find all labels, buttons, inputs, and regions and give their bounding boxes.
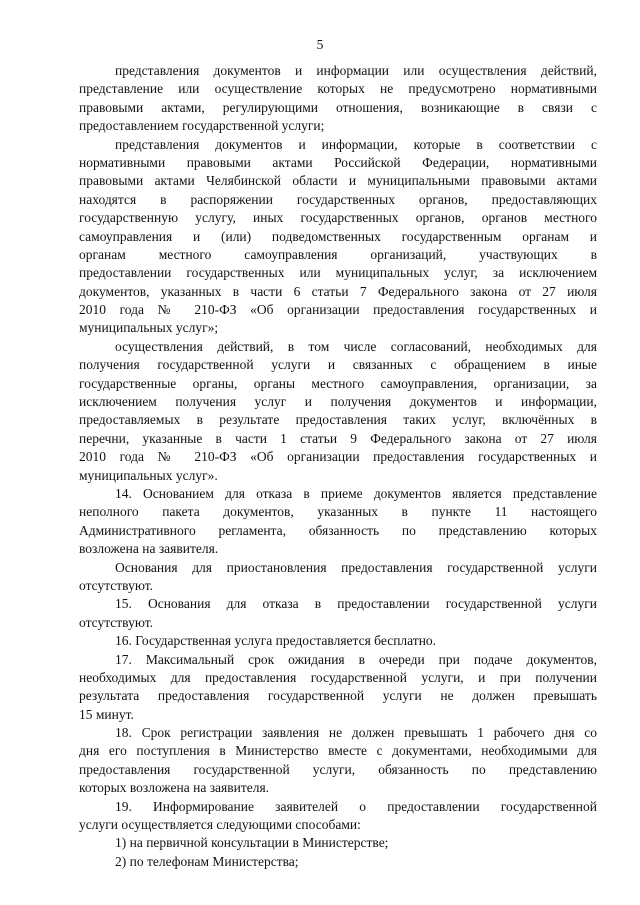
paragraph-p14 [79,485,597,559]
text-line: 15 минут. [79,706,134,722]
text-line: 2010 года № 210-ФЗ «Об организации предоставления государственных и [79,449,597,465]
text-line: Административного регламента, обязанность по представлению которых [79,522,597,538]
paragraph-p16 [79,632,597,650]
text-line: 2010 года № 210-ФЗ «Об организации предоставления государственных и [79,302,597,318]
text-line: перечни, указанные в части 1 статьи 9 Федерального закона от 27 июля [79,430,597,446]
paragraph-p18 [79,724,597,798]
text-line: 17. Максимальный срок ожидания в очереди при подаче документов, [115,651,597,667]
page-number: 5 [316,37,324,52]
text-line: органам местного самоуправления организаций, участвующих в [79,246,597,262]
paragraph-p19 [79,798,597,835]
paragraph-p19-1 [79,834,597,852]
text-line: возложена на заявителя. [79,541,219,557]
paragraph-p19-2 [79,853,597,871]
text-line: предоставления государственной услуги, обязанность по представлению [79,761,597,777]
text-line: находятся в распоряжении государственных органов, предоставляющих [79,191,597,207]
paragraph-p14b [79,559,597,596]
paragraph-p3 [79,338,597,485]
text-line: государственные органы, органы местного самоуправления, организации, за [79,375,597,391]
text-line: самоуправления и (или) подведомственных государственным органам и [79,228,597,244]
text-line: необходимых для предоставления государственной услуги, и при получении [79,669,597,685]
text-line: представления документов и информации, которые в соответствии с [115,136,597,152]
text-line: Основания для приостановления предоставления государственной услуги [115,559,597,575]
text-line: предоставлением государственной услуги; [79,118,325,134]
text-line: 18. Срок регистрации заявления не должен превышать 1 рабочего дня со [115,725,597,741]
text-line: 15. Основания для отказа в предоставлении государственной услуги [115,596,597,612]
text-line: муниципальных услуг». [79,467,218,483]
text-line: предоставляемых в результате предоставления таких услуг, включённых в [79,412,597,428]
paragraph-p15 [79,595,597,632]
text-line: услуги осуществляется следующими способами: [79,817,361,833]
text-line: исключением получения услуг и получения документов и информации, [79,394,597,410]
text-line: 19. Информирование заявителей о предоставлении государственной [115,798,597,814]
text-line: 16. Государственная услуга предоставляется бесплатно. [115,633,437,649]
text-line: государственную услугу, иных государственных органов, органов местного [79,210,597,226]
text-line: документов, указанных в части 6 статьи 7 Федерального закона от 27 июля [79,283,597,299]
text-line: муниципальных услуг»; [79,320,219,336]
paragraph-p2 [79,136,597,338]
text-line: отсутствуют. [79,614,153,630]
text-line: 2) по телефонам Министерства; [115,853,299,869]
text-line: осуществления действий, в том числе согласований, необходимых для [115,338,597,354]
text-line: правовыми актами Челябинской области и муниципальными правовыми актами [79,173,597,189]
text-line: отсутствуют. [79,577,153,593]
paragraph-p17 [79,651,597,725]
text-line: нормативными правовыми актами Российской Федерации, нормативными [79,154,597,170]
text-line: результата предоставления государственной услуги не должен превышать [79,688,597,704]
text-line: представления документов и информации или осуществления действий, [115,63,597,78]
text-line: дня его поступления в Министерство вместе с документами, необходимыми для [79,743,597,759]
text-line: получения государственной услуги и связанных с обращением в иные [79,357,597,373]
text-line: 14. Основанием для отказа в приеме документов является представление [115,485,597,501]
text-line: предоставлении государственных или муниципальных услуг, за исключением [79,265,597,281]
text-line: неполного пакета документов, указанных в пункте 11 настоящего [79,504,597,520]
text-line: 1) на первичной консультации в Министерстве; [115,835,389,851]
paragraph-p1 [79,62,597,136]
document-body [79,62,597,871]
text-line: представление или осуществление которых не предусмотрено нормативными [79,81,597,97]
text-line: которых возложена на заявителя. [79,780,270,796]
text-line: правовыми актами, регулирующими отношения, возникающие в связи с [79,99,597,115]
